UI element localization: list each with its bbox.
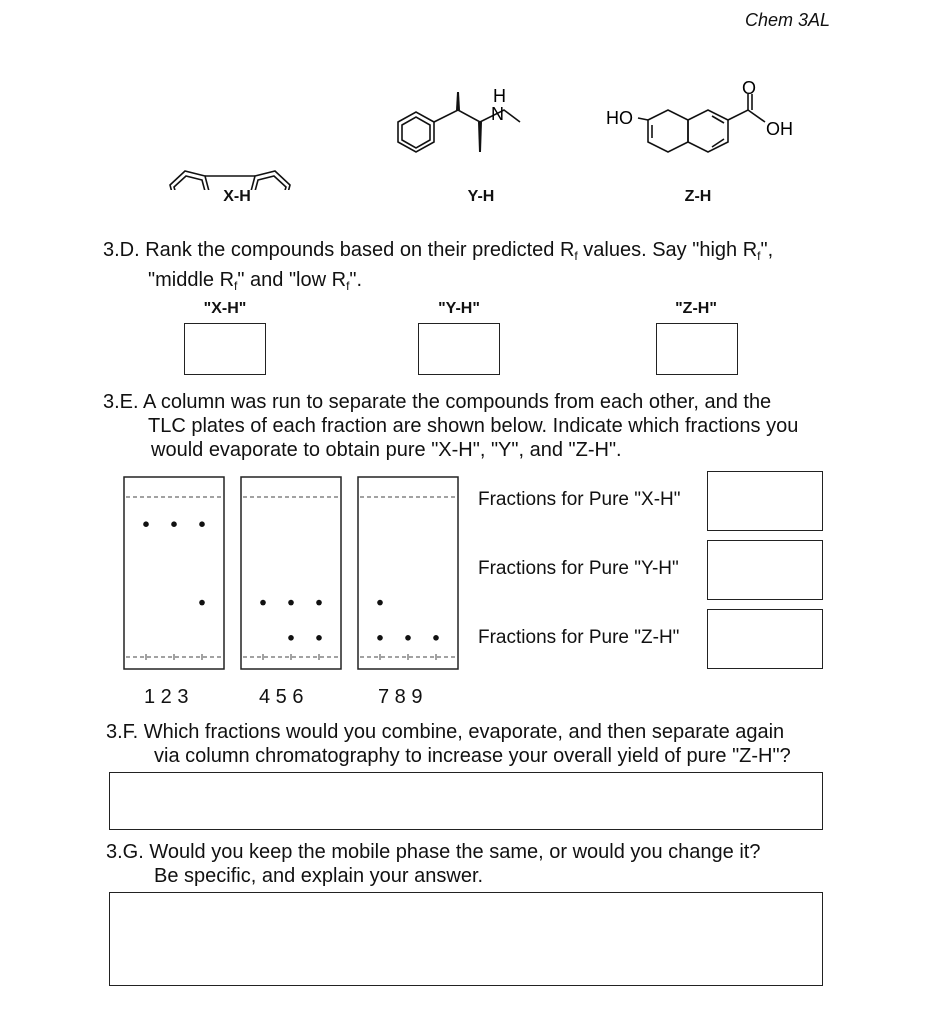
plate-3-lanes: 7 8 9 [378,686,423,708]
question-3e [103,390,923,462]
q3e-line-3: would evaporate to obtain pure "X-H", "Y", and "Z-H". [151,439,622,461]
fraction-answer-box-x-h[interactable] [707,471,823,531]
q3f-answer-box[interactable] [109,772,823,830]
q3e-line-2: TLC plates of each fraction are shown below. Indicate which fractions you [148,415,799,437]
rank-label-x-h: "X-H" [203,300,247,317]
rank-answer-box-z-h[interactable] [656,323,738,375]
q3d-text-2: values. Say "high R [577,239,758,261]
z-h-o: O [742,80,757,98]
q3g-line-1: 3.G. Would you keep the mobile phase the same, or would you change it? [106,841,761,863]
course-title: Chem 3AL [745,10,831,30]
tlc-spot [288,635,294,641]
molecule-label-z-h: Z-H [684,188,712,205]
tlc-spot [288,600,294,606]
tlc-spot [377,600,383,606]
tlc-spot [199,600,205,606]
q3d-sub-1: f [574,249,578,263]
q3f-line-1: 3.F. Which fractions would you combine, evaporate, and then separate again [106,721,785,743]
molecule-label-y-h: Y-H [467,188,495,205]
y-h-wedge-top [456,92,460,110]
q3g-line-2: Be specific, and explain your answer. [154,865,484,887]
rank-label-y-h: "Y-H" [438,300,480,317]
q3d-sub-3: f [234,279,238,293]
question-3g [106,840,926,888]
rank-label-z-h: "Z-H" [675,300,717,317]
rank-answer-box-x-h[interactable] [184,323,266,375]
question-3d [103,238,923,298]
tlc-spot [377,635,383,641]
rank-answer-box-y-h[interactable] [418,323,500,375]
fraction-label-y-h: Fractions for Pure "Y-H" [478,558,679,579]
y-h-nh-h: H [493,86,506,106]
q3d-text-3: ", [760,239,774,261]
plate-1-lanes: 1 2 3 [144,686,189,708]
plate-2-lanes: 4 5 6 [259,686,304,708]
q3d-sub-4: f [346,279,350,293]
tlc-spot [316,600,322,606]
molecule-z-h-structure [638,94,765,152]
tlc-spot [405,635,411,641]
q3g-answer-box[interactable] [109,892,823,986]
q3d-text-6: ". [349,269,363,291]
q3d-line-2 [103,268,923,298]
y-h-nh-n: N [491,104,504,124]
question-3f [106,720,926,768]
fraction-answer-box-z-h[interactable] [707,609,823,669]
tlc-spot [199,521,205,527]
q3d-text-1: 3.D. Rank the compounds based on their predicted R [103,239,575,261]
q3d-text-4: "middle R [148,269,235,291]
tlc-plates [118,475,463,675]
fraction-answer-box-y-h[interactable] [707,540,823,600]
tlc-spot [260,600,266,606]
molecule-label-x-h: X-H [223,188,251,205]
y-h-wedge-bottom [478,122,482,152]
tlc-spot [171,521,177,527]
molecule-structures [0,80,941,190]
z-h-oh: OH [766,119,793,139]
tlc-spot [143,521,149,527]
q3e-line-1: 3.E. A column was run to separate the compounds from each other, and the [103,391,772,413]
q3d-sub-2: f [757,249,761,263]
q3f-line-2: via column chromatography to increase your overall yield of pure "Z-H"? [154,745,791,767]
tlc-plate-1 [124,477,224,669]
tlc-spot [433,635,439,641]
fraction-label-x-h: Fractions for Pure "X-H" [478,489,681,510]
z-h-ho: HO [606,108,633,128]
tlc-spot [316,635,322,641]
q3d-text-5: " and "low R [237,269,347,291]
fraction-label-z-h: Fractions for Pure "Z-H" [478,627,680,648]
